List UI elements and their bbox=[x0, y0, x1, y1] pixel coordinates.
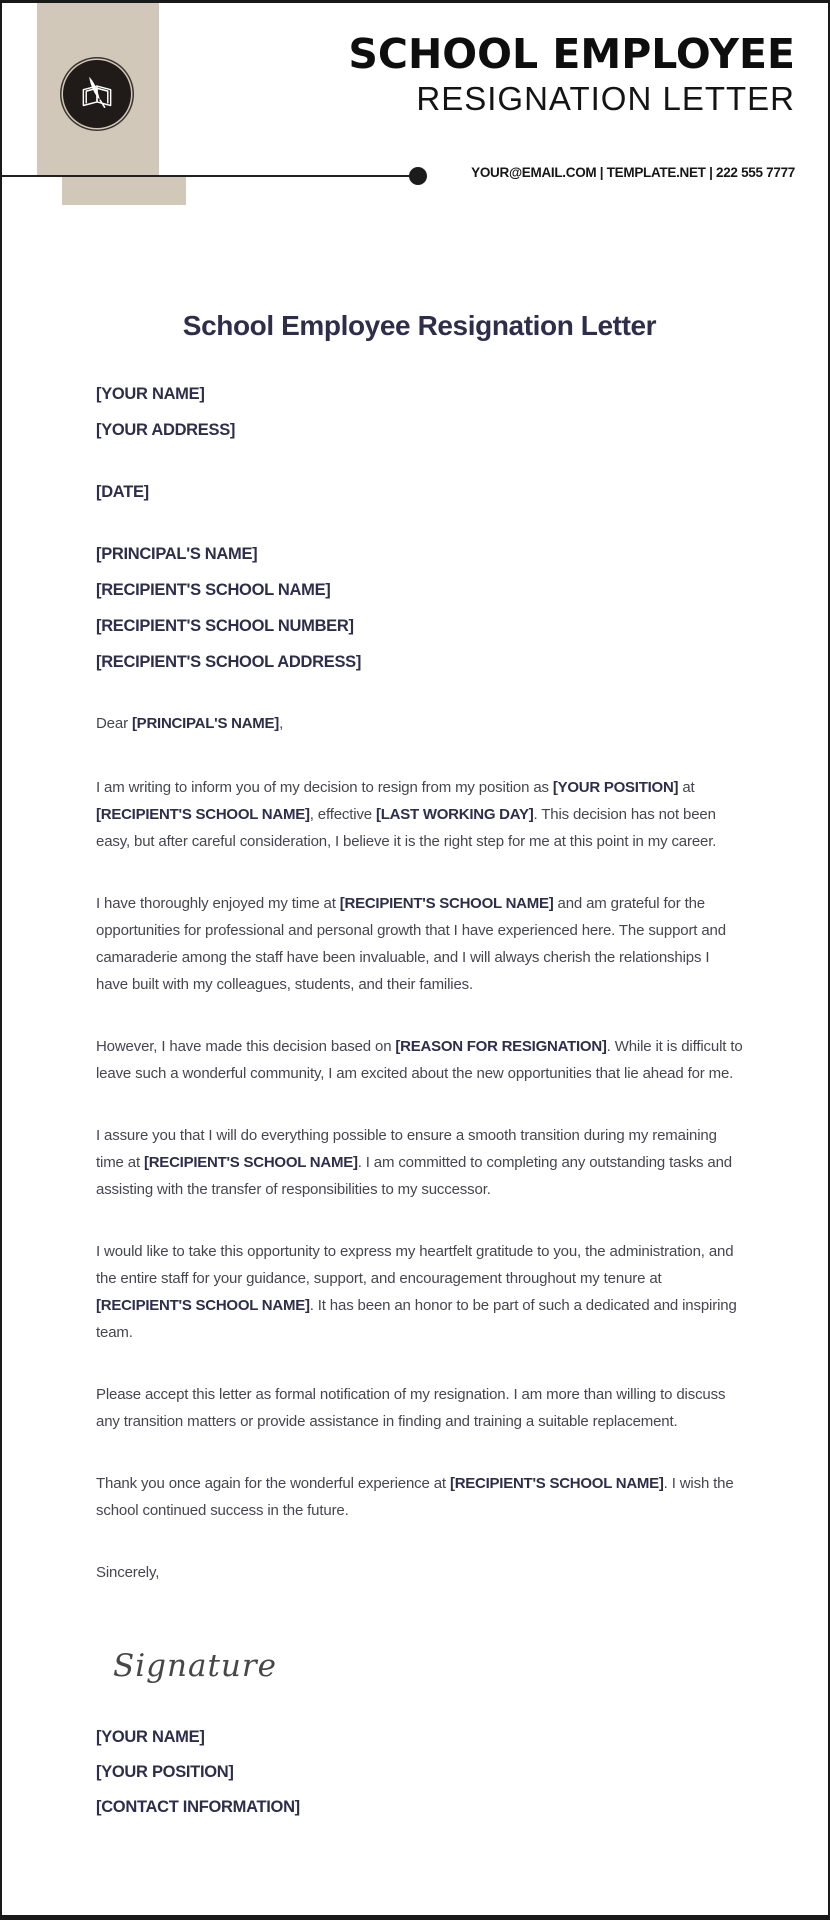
placeholder-bold: [REASON FOR RESIGNATION] bbox=[395, 1038, 607, 1055]
letter-title: School Employee Resignation Letter bbox=[182, 310, 657, 341]
body-text: . This decision has not been easy, but after careful consideration, I believe it is the right step for me at this point in my career. bbox=[96, 806, 717, 850]
body-text: and am grateful for the opportunities for professional and personal growth that I have experienced here. The support and camaraderie among the staff have been invaluable, and I will always cherish the relationships I have built with my colleagues, students, and their families. bbox=[96, 895, 726, 993]
sender-block bbox=[96, 376, 743, 448]
letter-body bbox=[2, 205, 828, 1825]
body-text: However, I have made this decision based on bbox=[96, 1038, 396, 1055]
body-text: I assure you that I will do everything possible to ensure a smooth transition during my remaining time at bbox=[96, 1127, 717, 1171]
placeholder-bold: [PRINCIPAL'S NAME] bbox=[131, 715, 280, 732]
letter-paragraphs bbox=[96, 774, 743, 1524]
letter-paragraph bbox=[96, 890, 743, 998]
placeholder-line: [YOUR ADDRESS] bbox=[96, 421, 236, 439]
placeholder-line: [DATE] bbox=[96, 483, 149, 501]
signoff-block bbox=[96, 1720, 743, 1825]
letter-paragraph bbox=[96, 1033, 743, 1087]
body-text: . It has been an honor to be part of such a dedicated and inspiring team. bbox=[96, 1297, 737, 1341]
placeholder-line: [CONTACT INFORMATION] bbox=[96, 1798, 300, 1816]
school-logo bbox=[63, 60, 131, 128]
header-rule-dot bbox=[409, 167, 427, 185]
placeholder-line: [YOUR NAME] bbox=[96, 1728, 205, 1746]
body-text: Thank you once again for the wonderful experience at bbox=[96, 1475, 450, 1492]
placeholder-bold: [YOUR POSITION] bbox=[552, 779, 679, 796]
letter-paragraph bbox=[96, 1238, 743, 1346]
letter-paragraph bbox=[96, 1381, 743, 1435]
body-text: Please accept this letter as formal notification of my resignation. I am more than willing to discuss any transition matters or provide assistance in finding and training a suitable replacement. bbox=[96, 1386, 726, 1430]
letter-paragraph bbox=[96, 1122, 743, 1203]
placeholder-line: [RECIPIENT'S SCHOOL NUMBER] bbox=[96, 617, 354, 635]
date-block bbox=[96, 474, 743, 510]
brand-titles bbox=[348, 30, 795, 118]
letterhead bbox=[2, 3, 828, 205]
body-text: I am writing to inform you of my decision to resign from my position as bbox=[96, 779, 553, 796]
body-text: . I wish the school continued success in the future. bbox=[96, 1475, 734, 1519]
contact-info-line: YOUR@EMAIL.COM | TEMPLATE.NET | 222 555 7777 bbox=[471, 165, 795, 180]
open-book-quill-icon bbox=[74, 71, 120, 117]
letter-paragraph bbox=[96, 1470, 743, 1524]
body-text: I would like to take this opportunity to express my heartfelt gratitude to you, the administration, and the entire staff for your guidance, support, and encouragement throughout my tenure at bbox=[96, 1243, 734, 1287]
placeholder-line: [RECIPIENT'S SCHOOL ADDRESS] bbox=[96, 653, 362, 671]
closing-line: Sincerely, bbox=[96, 1564, 160, 1581]
signature-script: Signature bbox=[113, 1648, 278, 1684]
body-text: . While it is difficult to leave such a wonderful community, I am excited about the new opportunities that lie ahead for me. bbox=[96, 1038, 743, 1082]
placeholder-line: [RECIPIENT'S SCHOOL NAME] bbox=[96, 581, 331, 599]
letter-paragraph bbox=[96, 774, 743, 855]
brand-title-line2: RESIGNATION LETTER bbox=[416, 80, 795, 118]
brand-title-line1: SCHOOL EMPLOYEE bbox=[348, 30, 795, 78]
body-text: . I am committed to completing any outstanding tasks and assisting with the transfer of responsibilities to my successor. bbox=[96, 1154, 733, 1198]
placeholder-bold: [RECIPIENT'S SCHOOL NAME] bbox=[96, 1297, 310, 1314]
beige-accent-bottom bbox=[62, 177, 186, 205]
recipient-block bbox=[96, 536, 743, 680]
placeholder-bold: [RECIPIENT'S SCHOOL NAME] bbox=[96, 806, 310, 823]
placeholder-line: [YOUR NAME] bbox=[96, 385, 205, 403]
placeholder-line: [YOUR POSITION] bbox=[96, 1763, 234, 1781]
placeholder-bold: [RECIPIENT'S SCHOOL NAME] bbox=[339, 895, 554, 912]
body-text: I have thoroughly enjoyed my time at bbox=[96, 895, 340, 912]
placeholder-line: [PRINCIPAL'S NAME] bbox=[96, 545, 258, 563]
salutation bbox=[96, 706, 743, 742]
body-text: , bbox=[279, 715, 284, 732]
header-rule bbox=[2, 175, 414, 177]
placeholder-bold: [LAST WORKING DAY] bbox=[376, 806, 534, 823]
body-text: Dear bbox=[96, 715, 132, 732]
placeholder-bold: [RECIPIENT'S SCHOOL NAME] bbox=[143, 1154, 358, 1171]
body-text: at bbox=[678, 779, 695, 796]
placeholder-bold: [RECIPIENT'S SCHOOL NAME] bbox=[449, 1475, 664, 1492]
body-text: , effective bbox=[309, 806, 377, 823]
